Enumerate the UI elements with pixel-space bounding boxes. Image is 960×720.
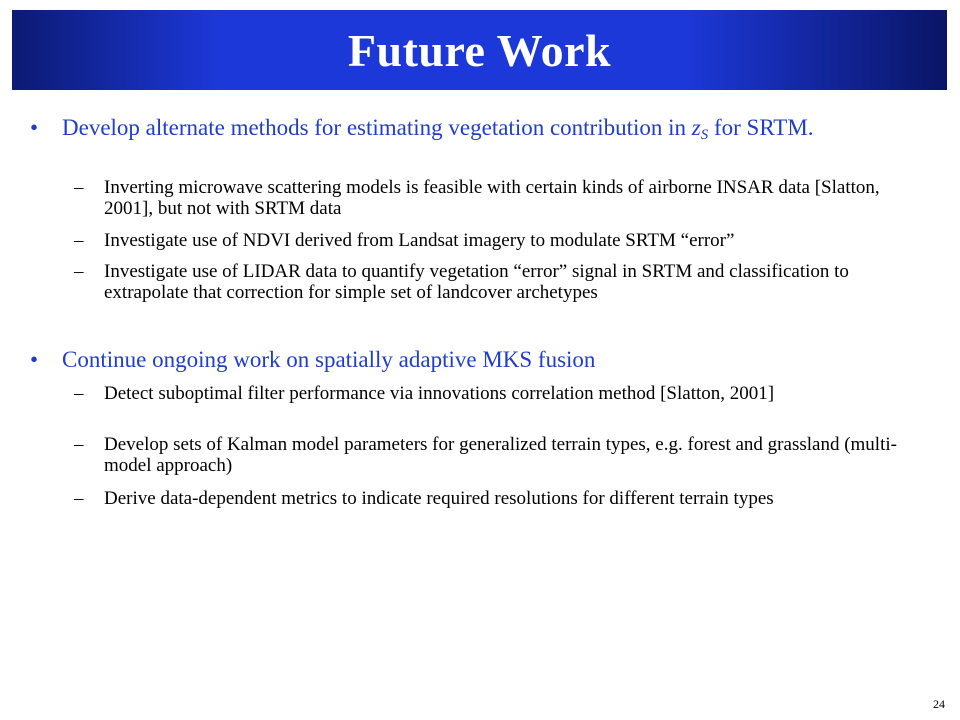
sub-item-1-1	[74, 177, 904, 219]
bullet-1-text-prefix: Develop alternate methods for estimating vegetation contribution in	[62, 115, 692, 140]
sub-item-2-2	[74, 434, 904, 476]
dash-marker: –	[74, 261, 84, 282]
bullet-dot: •	[30, 115, 39, 140]
slide-title: Future Work	[347, 24, 612, 76]
sub-item-text: Inverting microwave scattering models is feasible with certain kinds of airborne INSAR data [Slatton, 2001], but not with SRTM data	[104, 177, 880, 219]
sub-item-text: Detect suboptimal filter performance via innovations correlation method [Slatton, 2001]	[104, 383, 775, 404]
sub-item-1-2	[74, 230, 904, 251]
sub-item-text: Develop sets of Kalman model parameters for generalized terrain types, e.g. forest and grassland (multi-model approach)	[104, 434, 897, 476]
dash-marker: –	[74, 383, 84, 404]
sub-item-1-3	[74, 261, 904, 303]
title-bar	[12, 10, 947, 90]
dash-marker: –	[74, 488, 84, 509]
dash-marker: –	[74, 434, 84, 455]
bullet-1-subscript: S	[700, 127, 709, 143]
bullet-2	[30, 347, 912, 372]
bullet-1-variable: z	[691, 115, 701, 140]
sub-item-text: Investigate use of LIDAR data to quantify vegetation “error” signal in SRTM and classification to extrapolate that correction for simple set of landcover archetypes	[104, 261, 849, 303]
bullet-2-text: Continue ongoing work on spatially adaptive MKS fusion	[62, 347, 596, 372]
bullet-dot: •	[30, 347, 39, 372]
sub-item-2-1	[74, 383, 904, 404]
sub-item-text: Investigate use of NDVI derived from Landsat imagery to modulate SRTM “error”	[104, 230, 735, 251]
dash-marker: –	[74, 177, 84, 198]
sub-item-2-3	[74, 488, 904, 509]
sub-item-text: Derive data-dependent metrics to indicate required resolutions for different terrain types	[104, 488, 774, 509]
page-number: 24	[933, 697, 945, 711]
dash-marker: –	[74, 230, 84, 251]
bullet-1-text-suffix: for SRTM.	[708, 115, 814, 140]
bullet-1	[30, 115, 912, 148]
